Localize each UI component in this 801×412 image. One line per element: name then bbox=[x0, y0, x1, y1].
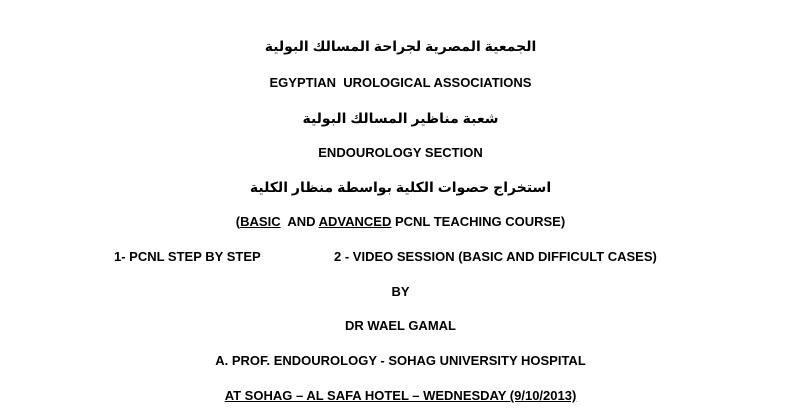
course-advanced: ADVANCED bbox=[318, 214, 392, 229]
topic-2: 2 - VIDEO SESSION (BASIC AND DIFFICULT CASES) bbox=[334, 249, 657, 264]
venue-date: AT SOHAG – AL SAFA HOTEL – WEDNESDAY (9/10/2013) bbox=[224, 388, 577, 403]
speaker-name: DR WAEL GAMAL bbox=[345, 318, 456, 333]
course-and: AND bbox=[280, 214, 319, 229]
arabic-association-title: الجمعية المصرية لجراحة المسالك البولية bbox=[264, 38, 537, 54]
topic-1: 1- PCNL STEP BY STEP bbox=[114, 249, 261, 264]
course-rest: PCNL TEACHING COURSE) bbox=[391, 214, 566, 229]
speaker-position: A. PROF. ENDOUROLOGY - SOHAG UNIVERSITY HOSPITAL bbox=[215, 353, 586, 368]
course-basic: BASIC bbox=[240, 214, 281, 229]
arabic-course-subtitle: استخراج حصوات الكلية بواسطة منظار الكلية bbox=[249, 179, 552, 195]
association-title: EGYPTIAN UROLOGICAL ASSOCIATIONS bbox=[269, 75, 532, 90]
course-open-paren: ( bbox=[235, 214, 241, 229]
section-title: ENDOUROLOGY SECTION bbox=[318, 145, 483, 160]
by-label: BY bbox=[391, 284, 410, 299]
arabic-section-title: شعبة مناظير المسالك البولية bbox=[302, 110, 499, 126]
course-title bbox=[0, 214, 801, 230]
